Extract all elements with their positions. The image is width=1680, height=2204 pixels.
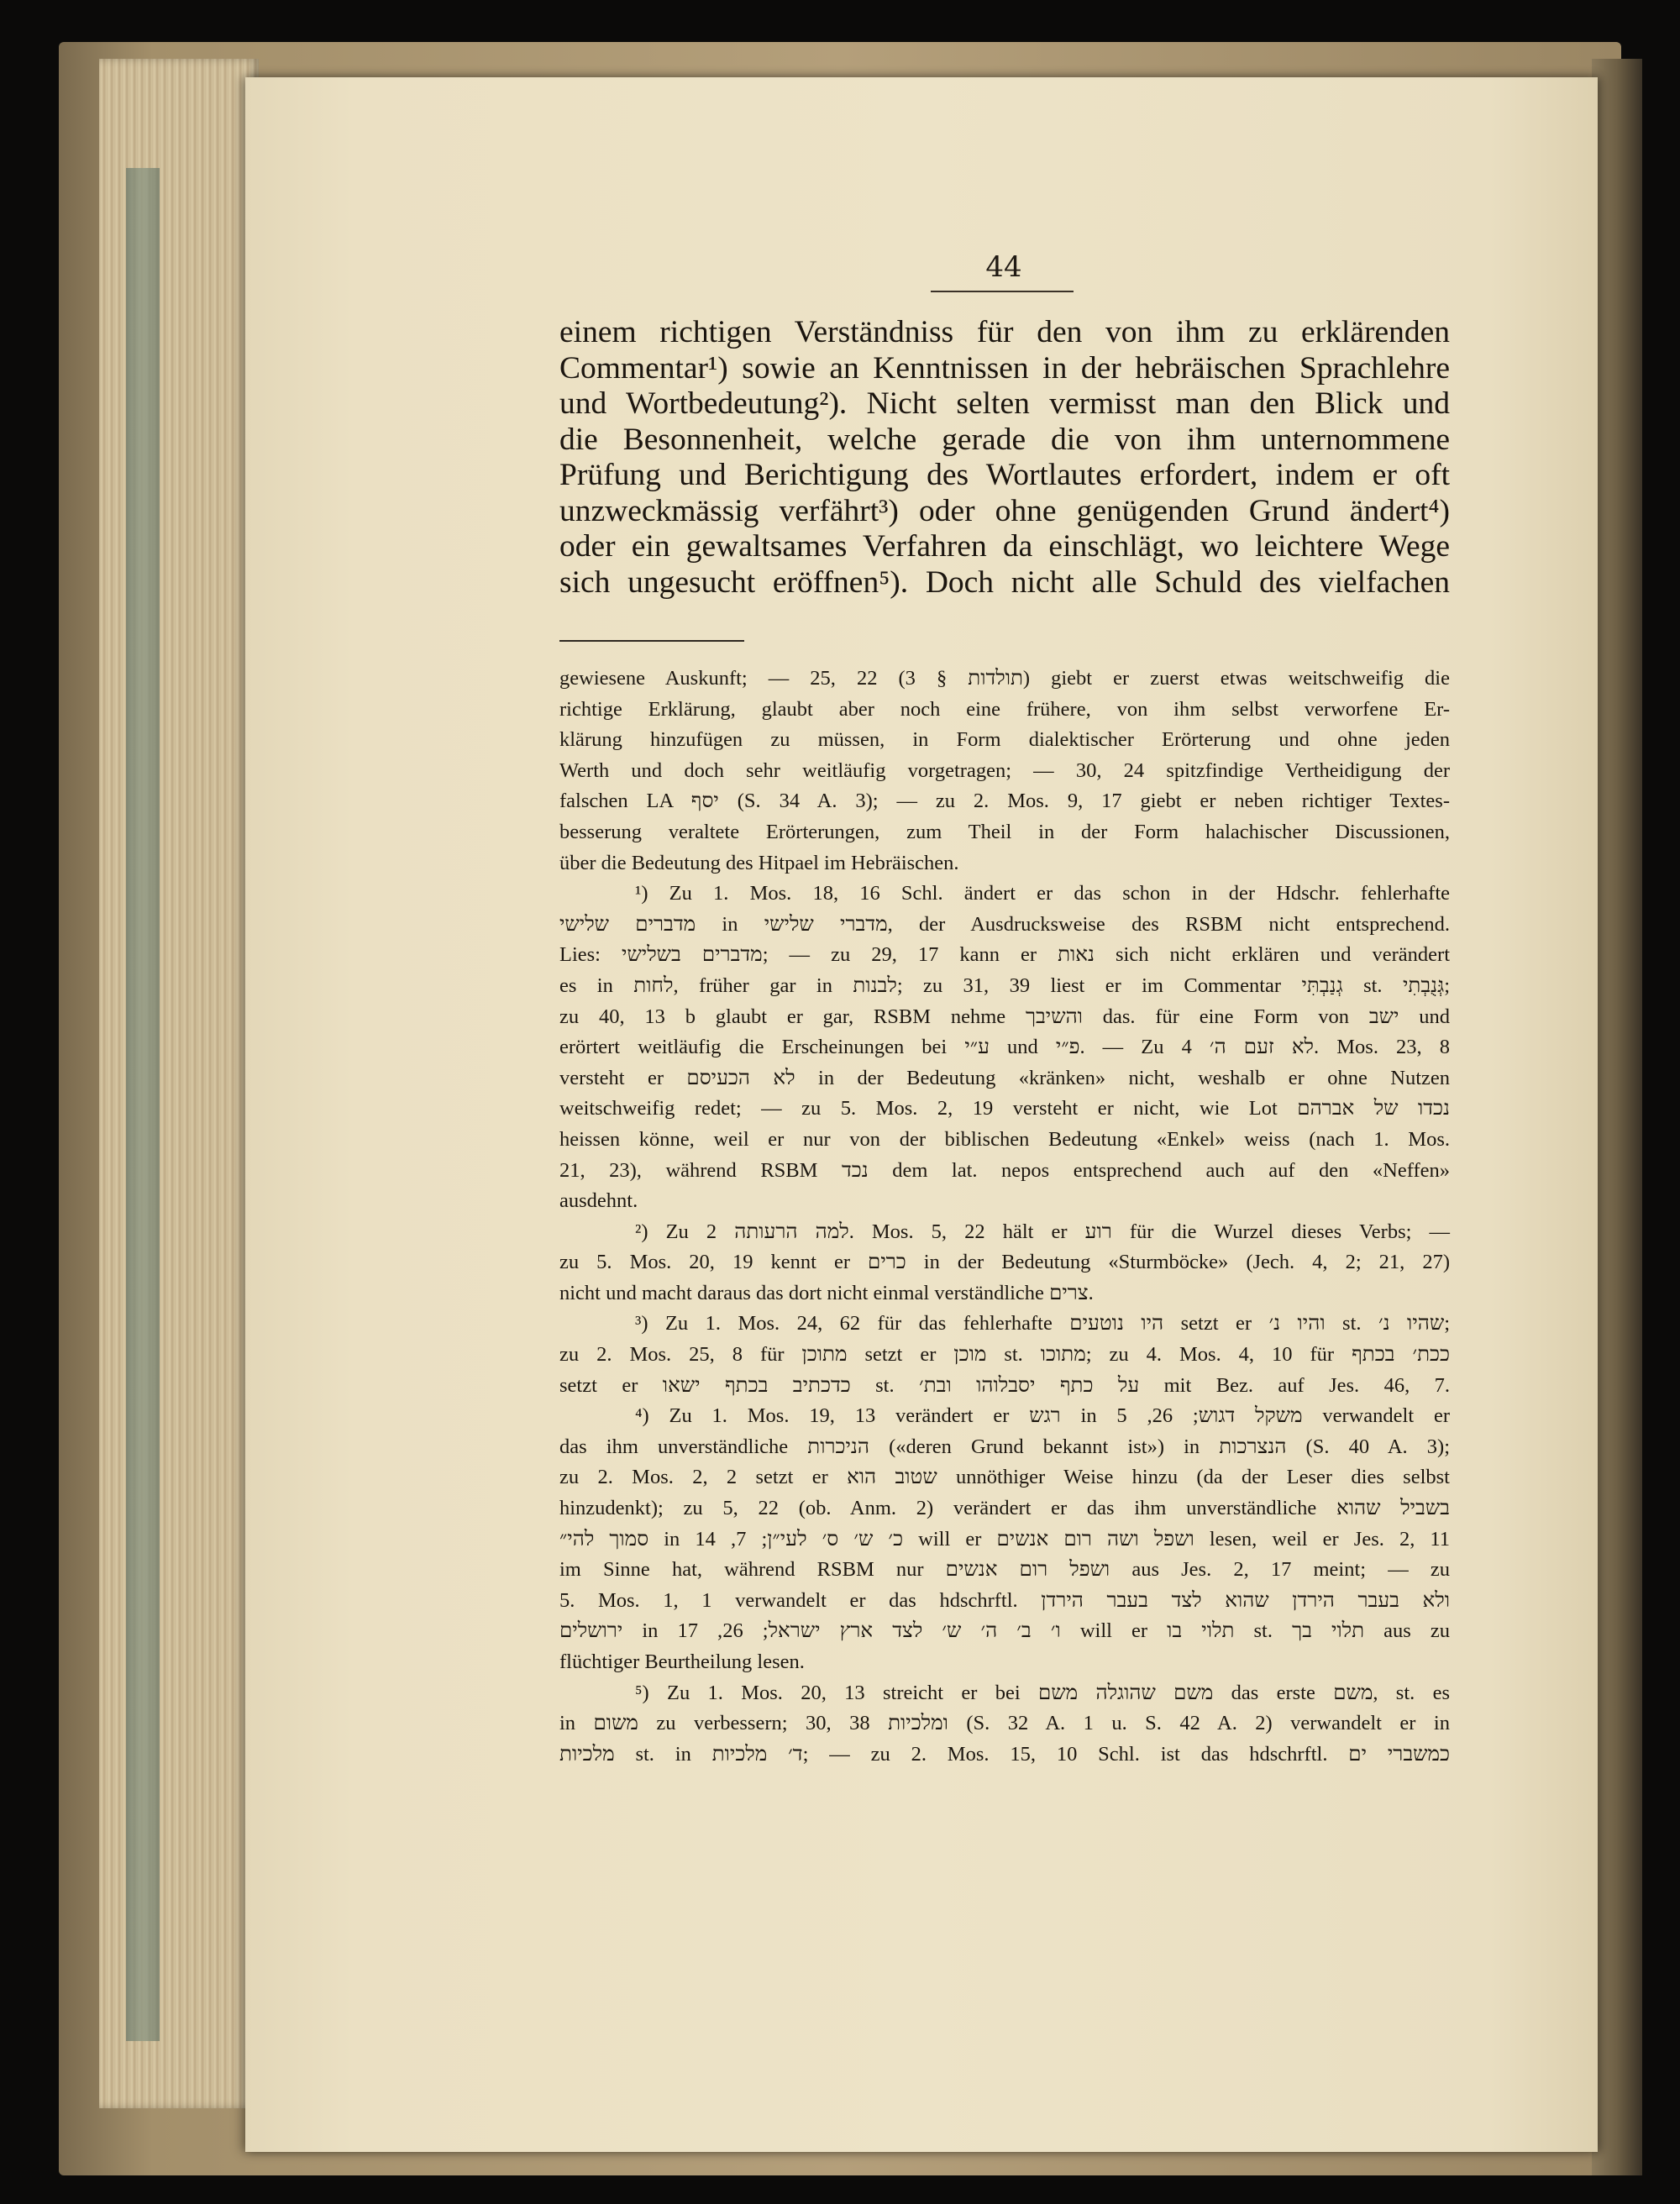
footnote-5-line: ⁵) Zu 1. Mos. 20, 13 streicht er bei משם שהוגלה משם das erste משם, st. es — [635, 1681, 1450, 1704]
footnote-1-line: heissen könne, weil er nur von der biblischen Bedeutung «Enkel» weiss (nach 1. Mos. — [559, 1127, 1450, 1151]
footnote-line: falschen LA יסף (S. 34 A. 3); — zu 2. Mos. 9, 17 giebt er neben richtiger Textes- — [559, 790, 1450, 813]
footnote-1-line: erörtert weitläufig die Erscheinungen bei ע״י und פ״י. — Zu לא זעם ה׳ 4. Mos. 23, 8 — [559, 1036, 1451, 1059]
footnote-4-line: ירושלים in ו׳ ב׳ ה׳ ש׳ לצד ארץ ישראל; 26, 17 will er תלוי בו st. תלוי בך aus zu — [559, 1619, 1451, 1643]
spine-binding — [126, 168, 160, 2041]
footnote-4-line: סמוך להי״ in כ׳ ש׳ ס׳ לעי״ן; 7, 14 will er ושפל ושה רום אנשים lesen, weil er Jes. 2, 11 — [559, 1527, 1451, 1551]
body-line: Commentar¹) sowie an Kenntnissen in der hebräischen Sprachlehre — [559, 350, 1450, 386]
page-number: 44 — [985, 250, 1022, 284]
footnote-4-line: im Sinne hat, während RSBM nur ושפל רום אנשים aus Jes. 2, 17 meint; — zu — [559, 1558, 1450, 1582]
footnote-3-line: zu 2. Mos. 25, 8 für מתוכן setzt er מוכן st. מתוכו; zu 4. Mos. 4, 10 für ככת׳ בכתף — [559, 1343, 1451, 1367]
footnote-2-line: ²) Zu למה הרעותה 2. Mos. 5, 22 hält er רוע für die Wurzel dieses Verbs; — — [635, 1220, 1450, 1243]
body-line: die Besonnenheit, welche gerade die von ihm unternommene — [559, 422, 1450, 457]
body-line: einem richtigen Verständniss für den von ihm zu erklärenden — [559, 315, 1450, 349]
page-edges — [99, 59, 259, 2108]
footnote-3-line: setzt er כדכתיב בכתף ישאו st. על כתף יסבלוהו ובת׳ mit Bez. auf Jes. 46, 7. — [559, 1373, 1450, 1397]
footnote-2-line: zu 5. Mos. 20, 19 kennt er כרים in der Bedeutung «Sturmböcke» (Jech. 4, 2; 21, 27) — [559, 1251, 1450, 1274]
footnote-line: über die Bedeutung des Hitpael im Hebräischen. — [559, 851, 959, 874]
footnote-line: klärung hinzufügen zu müssen, in Form dialektischer Erörterung und ohne jeden — [559, 728, 1450, 752]
body-line: und Wortbedeutung²). Nicht selten vermisst man den Blick und — [559, 386, 1450, 421]
footnote-1-line: ausdehnt. — [559, 1189, 638, 1213]
body-line: oder ein gewaltsames Verfahren da einschlägt, wo leichtere Wege — [559, 529, 1450, 564]
footnote-3-line: ³) Zu 1. Mos. 24, 62 für das fehlerhafte היו נוטעים setzt er והיו נ׳ st. שהיו נ׳; — [635, 1312, 1450, 1336]
footnote-4-line: 5. Mos. 1, 1 verwandelt er das hdschrftl. ולא בעבר הירדן שהוא לצד בעבר הירדן — [559, 1588, 1450, 1612]
footnote-4-line: ⁴) Zu 1. Mos. 19, 13 verändert er רגש in משקל דגוש; 26, 5 verwandelt er — [635, 1404, 1451, 1428]
page-number-rule — [931, 291, 1074, 292]
footnote-4-line: hinzudenkt); zu 5, 22 (ob. Anm. 2) verändert er das ihm unverständliche בשביל שהוא — [559, 1497, 1450, 1520]
footnote-1-line: weitschweifig redet; — zu 5. Mos. 2, 19 versteht er nicht, wie Lot נכדו של אברהם — [559, 1097, 1450, 1120]
footnote-1-line: zu 40, 13 b glaubt er gar, RSBM nehme והשיבך das. für eine Form von ישב und — [559, 1005, 1450, 1028]
footnote-5-line: in משום zu verbessern; 30, 38 ומלכיות (S. 32 A. 1 u. S. 42 A. 2) verwandelt er in — [559, 1712, 1450, 1735]
footnote-4-line: flüchtiger Beurtheilung lesen. — [559, 1650, 805, 1673]
footnote-line: besserung veraltete Erörterungen, zum Theil in der Form halachischer Discussionen, — [559, 820, 1450, 843]
footnote-line: richtige Erklärung, glaubt aber noch eine frühere, von ihm selbst verworfene Er- — [559, 697, 1450, 721]
body-line: Prüfung und Berichtigung des Wortlautes erfordert, indem er oft — [559, 458, 1450, 492]
footnote-1-line: ¹) Zu 1. Mos. 18, 16 Schl. ändert er das schon in der Hdschr. fehlerhafte — [635, 882, 1450, 905]
footnote-line: Werth und doch sehr weitläufig vorgetragen; — 30, 24 spitzfindige Vertheidigung der — [559, 758, 1450, 782]
body-line: sich ungesucht eröffnen⁵). Doch nicht alle Schuld des vielfachen — [559, 564, 1450, 600]
footnote-1-line: מדברים שלישי in מדברי שלישי, der Ausdrucksweise des RSBM nicht entsprechend. — [559, 912, 1450, 936]
footnote-5-line: מלכיות st. in ד׳ מלכיות; — zu 2. Mos. 15, 10 Schl. ist das hdschrftl. כמשברי ים — [559, 1742, 1450, 1766]
footnote-4-line: das ihm unverständliche הניכרות («deren Grund bekannt ist») in הנצרכות (S. 40 A. 3); — [559, 1435, 1450, 1458]
footnote-4-line: zu 2. Mos. 2, 2 setzt er שטוב הוא unnöthiger Weise hinzu (da der Leser dies selbst — [559, 1466, 1450, 1489]
footnote-1-line: versteht er לא הכעיסם in der Bedeutung «kränken» nicht, weshalb er ohne Nutzen — [559, 1066, 1451, 1089]
body-line: unzweckmässig verfährt³) oder ohne genügenden Grund ändert⁴) — [559, 493, 1450, 528]
main-body-text — [559, 315, 1450, 601]
footnote-line: gewiesene Auskunft; — 25, 22 (תולדות § 3) giebt er zuerst etwas weitschweifig die — [559, 667, 1450, 690]
facing-page-edge — [1592, 59, 1642, 2175]
footnote-rule — [559, 640, 744, 642]
footnote-2-line: nicht und macht daraus das dort nicht einmal verständliche צרים. — [559, 1281, 1094, 1304]
footnote-1-line: es in לחות, früher gar in לבנות; zu 31, 39 liest er im Commentar גְנַבְתִּי st. גְּנֻבְתִי; — [559, 973, 1450, 997]
footnote-1-line: Lies: מדברים בשלישי; — zu 29, 17 kann er נאות sich nicht erklären und verändert — [559, 943, 1451, 967]
footnote-1-line: 21, 23), während RSBM נכד dem lat. nepos entsprechend auch auf den «Neffen» — [559, 1158, 1450, 1182]
footnotes-block — [559, 664, 1450, 1770]
